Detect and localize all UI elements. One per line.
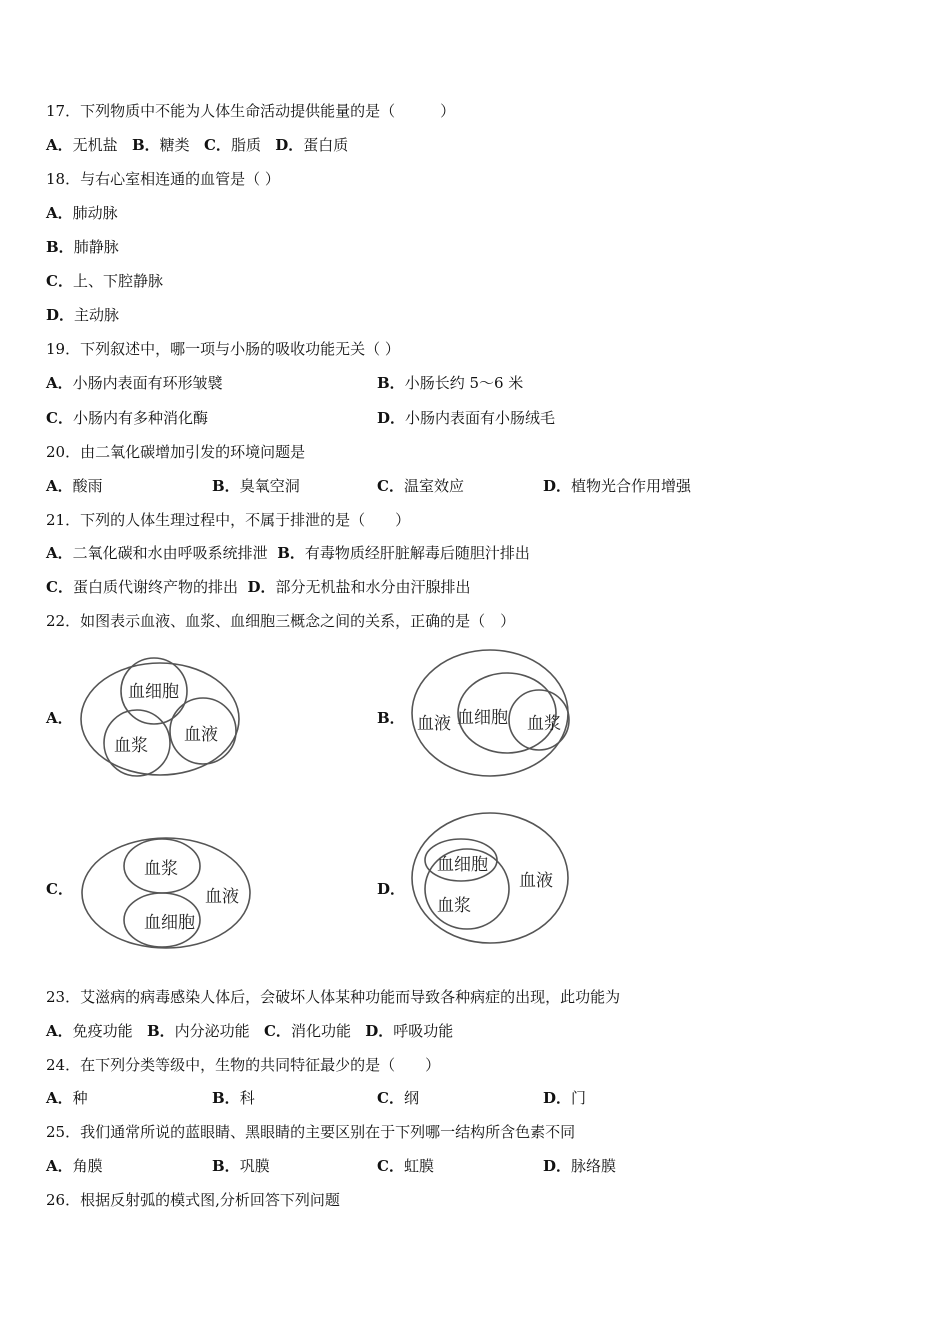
q25-option-b [212, 1156, 270, 1176]
option-letter: A． [46, 204, 73, 222]
option-text: 门 [571, 1089, 587, 1107]
venn-diagram-b [410, 647, 576, 782]
option-text: 小肠内表面有环形皱襞 [72, 374, 223, 392]
q25-option-d [543, 1156, 616, 1176]
option-text: 主动脉 [74, 306, 120, 324]
option-text: 无机盐 [72, 136, 118, 154]
option-text: 部分无机盐和水分由汗腺排出 [275, 578, 471, 596]
option-text: 温室效应 [403, 477, 464, 495]
option-letter: B． [277, 544, 305, 562]
option-text: 角膜 [72, 1157, 103, 1175]
option-letter: B． [131, 136, 160, 154]
q25-option-a [46, 1156, 103, 1176]
option-letter: C． [263, 1022, 291, 1040]
q22-option-a-label [46, 708, 73, 728]
venn-diagram-c [80, 832, 256, 954]
venn-diagram-a [78, 655, 244, 777]
option-letter: B． [377, 374, 405, 392]
option-letter: A． [46, 477, 73, 495]
q18-stem: 18．与右心室相连通的血管是（ ） [46, 170, 280, 188]
option-letter: C． [377, 1157, 404, 1175]
option-letter: D． [543, 1157, 572, 1175]
option-letter: B． [212, 1157, 240, 1175]
venn-label-plasma: 血浆 [437, 896, 471, 916]
option-letter: D． [275, 136, 304, 154]
venn-label-blood: 血液 [205, 887, 239, 907]
option-letter: C． [46, 578, 73, 596]
option-text: 脉络膜 [571, 1157, 617, 1175]
q23-stem: 23．艾滋病的病毒感染人体后，会破坏人体某种功能而导致各种病症的出现，此功能为 [46, 988, 621, 1006]
option-letter: A． [46, 136, 73, 154]
option-text: 脂质 [230, 136, 261, 154]
option-letter: B． [46, 238, 74, 256]
option-letter: B． [377, 709, 405, 727]
q21-options-cd [46, 577, 471, 597]
q20-option-b [212, 476, 300, 496]
option-text: 巩膜 [239, 1157, 270, 1175]
venn-diagram-d [410, 810, 576, 950]
q19-option-d [377, 408, 555, 428]
option-letter: C． [46, 409, 73, 427]
q19-stem: 19．下列叙述中，哪一项与小肠的吸收功能无关（ ） [46, 340, 400, 358]
venn-label-plasma: 血浆 [114, 736, 148, 756]
q22-option-b-label [377, 708, 405, 728]
option-letter: B． [146, 1022, 175, 1040]
q20-option-a [46, 476, 103, 496]
option-letter: D． [543, 1089, 572, 1107]
venn-label-cell: 血细胞 [144, 913, 195, 933]
option-letter: A． [46, 544, 73, 562]
q25-option-c [377, 1156, 434, 1176]
option-letter: C． [46, 272, 73, 290]
q19-option-c [46, 408, 208, 428]
venn-label-plasma: 血浆 [144, 859, 178, 879]
q20-option-c [377, 476, 464, 496]
q18-option-b [46, 237, 119, 257]
option-letter: D． [377, 409, 406, 427]
option-text: 虹膜 [403, 1157, 434, 1175]
option-letter: D． [46, 306, 75, 324]
venn-label-plasma: 血浆 [527, 714, 561, 734]
venn-label-cell: 血细胞 [437, 855, 488, 875]
option-letter: A． [46, 374, 73, 392]
option-text: 糖类 [159, 136, 190, 154]
q17-stem: 17．下列物质中不能为人体生命活动提供能量的是（ ） [46, 102, 456, 120]
option-letter: A． [46, 1089, 73, 1107]
option-text: 肺动脉 [72, 204, 118, 222]
q21-stem: 21．下列的人体生理过程中，不属于排泄的是（ ） [46, 511, 411, 529]
q18-option-c [46, 271, 163, 291]
option-letter: D． [247, 578, 276, 596]
q22-option-c-label [46, 879, 73, 899]
option-letter: D． [377, 880, 406, 898]
q17-options [46, 135, 348, 155]
option-letter: B． [212, 1089, 240, 1107]
venn-label-blood: 血液 [519, 871, 553, 891]
option-text: 呼吸功能 [393, 1022, 454, 1040]
venn-label-cell: 血细胞 [457, 708, 508, 728]
option-letter: A． [46, 1157, 73, 1175]
option-letter: C． [377, 1089, 404, 1107]
q23-options [46, 1021, 453, 1041]
option-letter: D． [365, 1022, 394, 1040]
option-letter: A． [46, 1022, 73, 1040]
q26-stem: 26．根据反射弧的模式图,分析回答下列问题 [46, 1191, 340, 1209]
q20-stem: 20．由二氧化碳增加引发的环境问题是 [46, 443, 306, 461]
option-text: 消化功能 [290, 1022, 351, 1040]
option-text: 科 [239, 1089, 255, 1107]
option-text: 免疫功能 [72, 1022, 133, 1040]
q22-stem: 22．如图表示血液、血浆、血细胞三概念之间的关系，正确的是（ ） [46, 612, 516, 630]
option-text: 纲 [403, 1089, 419, 1107]
option-text: 蛋白质代谢终产物的排出 [72, 578, 238, 596]
q24-option-d [543, 1088, 586, 1108]
q24-option-b [212, 1088, 255, 1108]
q24-option-c [377, 1088, 419, 1108]
option-text: 小肠内表面有小肠绒毛 [405, 409, 556, 427]
option-text: 蛋白质 [303, 136, 349, 154]
option-letter: A． [46, 709, 73, 727]
option-text: 上、下腔静脉 [72, 272, 163, 290]
option-letter: C． [203, 136, 231, 154]
q19-option-a [46, 373, 223, 393]
option-text: 植物光合作用增强 [571, 477, 692, 495]
option-text: 小肠内有多种消化酶 [72, 409, 208, 427]
option-text: 种 [72, 1089, 88, 1107]
option-letter: B． [212, 477, 240, 495]
q25-stem: 25．我们通常所说的蓝眼睛、黑眼睛的主要区别在于下列哪一结构所含色素不同 [46, 1123, 576, 1141]
option-text: 有毒物质经肝脏解毒后随胆汁排出 [304, 544, 530, 562]
q18-option-d [46, 305, 119, 325]
venn-label-blood: 血液 [417, 714, 451, 734]
option-text: 酸雨 [72, 477, 103, 495]
option-text: 二氧化碳和水由呼吸系统排泄 [72, 544, 268, 562]
q18-option-a [46, 203, 118, 223]
option-text: 小肠长约 5～6 米 [404, 374, 524, 392]
q24-stem: 24．在下列分类等级中，生物的共同特征最少的是（ ） [46, 1056, 441, 1074]
option-letter: C． [46, 880, 73, 898]
venn-label-blood: 血液 [184, 725, 218, 745]
q20-option-d [543, 476, 691, 496]
option-letter: C． [377, 477, 404, 495]
option-text: 内分泌功能 [174, 1022, 250, 1040]
q22-option-d-label [377, 879, 405, 899]
q21-options-ab [46, 543, 530, 563]
option-letter: D． [543, 477, 572, 495]
option-text: 肺静脉 [73, 238, 119, 256]
venn-label-cell: 血细胞 [128, 682, 179, 702]
q24-option-a [46, 1088, 88, 1108]
option-text: 臭氧空洞 [239, 477, 300, 495]
q19-option-b [377, 373, 523, 393]
